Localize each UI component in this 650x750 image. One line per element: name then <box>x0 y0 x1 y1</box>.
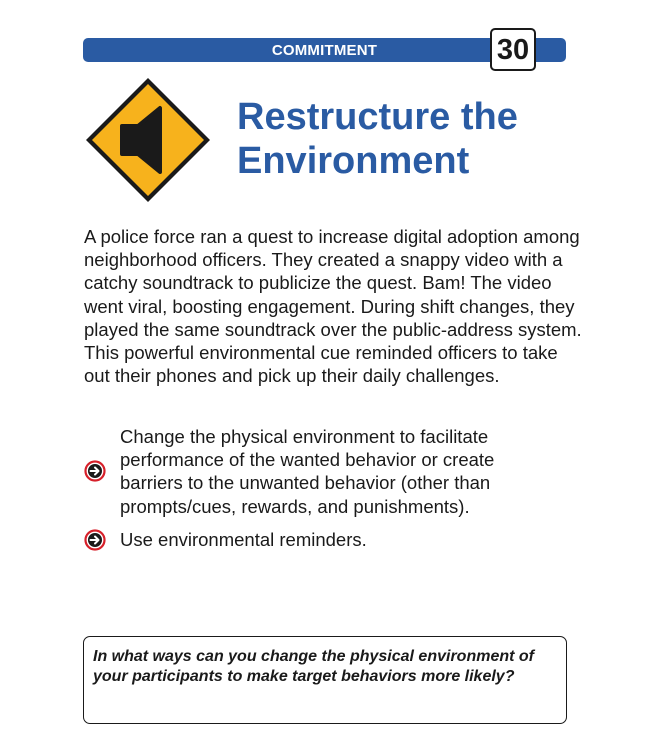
bullet-item-1 <box>84 425 550 518</box>
body-paragraph: A police force ran a quest to increase digital adoption among neighborhood officers. They created a snappy video with a catchy soundtrack to publicize the quest. Bam! The video went viral, boosting engagement. During shift changes, they played the same soundtrack over the public-address system. This powerful environmental cue reminded officers to take out their phones and pick up their daily challenges. <box>84 226 582 387</box>
speaker-sign <box>82 74 214 206</box>
bullet-text-1: Change the physical environment to facilitate performance of the wanted behavior or create barriers to the unwanted behavior (other than prompts/cues, rewards, and punishments). <box>120 426 495 517</box>
bullet-item-2 <box>84 528 550 551</box>
speaker-icon <box>82 74 214 206</box>
arrow-right-circle-icon <box>84 529 106 551</box>
title-line-1: Restructure the <box>237 96 518 138</box>
card-number-badge: 30 <box>490 28 536 71</box>
category-label: COMMITMENT <box>271 42 378 59</box>
title-line-2: Environment <box>237 140 470 182</box>
reflection-question-box <box>83 636 567 724</box>
bullet-text-2: Use environmental reminders. <box>120 529 367 550</box>
page-title <box>237 95 627 183</box>
arrow-right-circle-icon <box>84 460 106 482</box>
reflection-question: In what ways can you change the physical environment of your participants to make target behaviors more likely? <box>93 648 534 685</box>
